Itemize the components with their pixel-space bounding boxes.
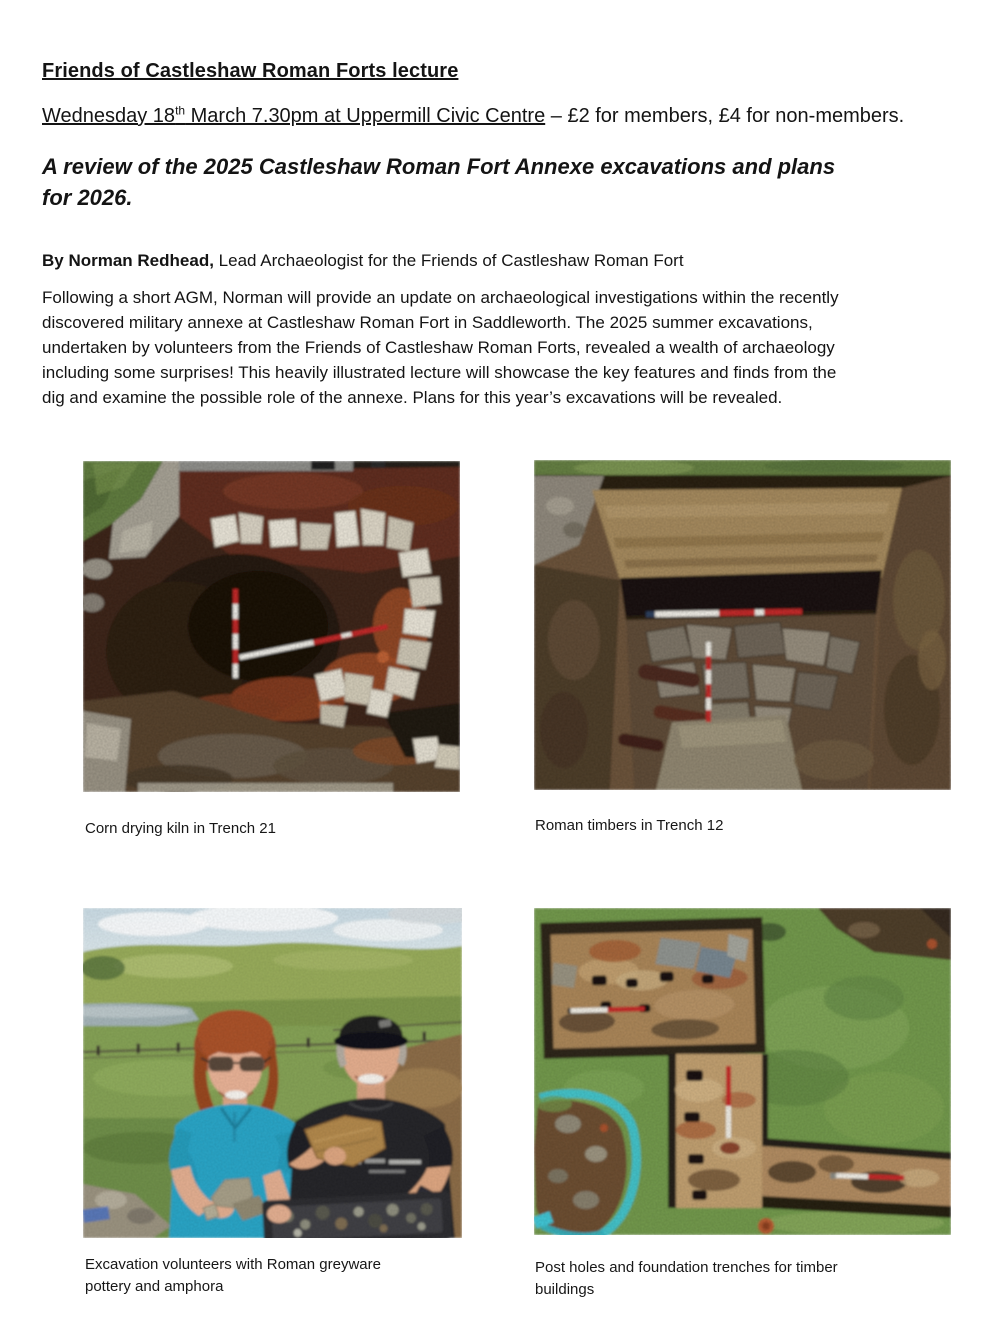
byline-role: Lead Archaeologist for the Friends of Castleshaw Roman Fort [213,251,684,270]
photo-post-holes-image [534,908,951,1235]
caption-corn-drying-kiln: Corn drying kiln in Trench 21 [85,820,276,837]
figure-post-holes-aerial [534,908,951,1301]
figure-corn-drying-kiln [83,461,460,840]
body-paragraph [42,285,982,410]
figure-volunteers [83,908,462,1298]
lecture-heading [42,151,962,213]
ordinal-superscript: th [175,103,186,118]
event-date-prefix: Wednesday 18 [42,105,176,127]
caption-roman-timbers: Roman timbers in Trench 12 [535,817,724,834]
photo-corn-drying-kiln-image [83,461,460,792]
event-price: – £2 for members, £4 for non-members. [545,105,905,127]
body-line: dig and examine the possible role of the annexe. Plans for this year’s excavations will be revealed. [42,388,783,407]
lecture-heading-line2: for 2026. [42,185,133,210]
event-dateline [42,105,904,128]
byline-author: By Norman Redhead, [42,251,214,270]
body-line: undertaken by volunteers from the Friends of Castleshaw Roman Forts, revealed a wealth of archaeology [42,338,835,357]
photo-volunteers-image [83,908,462,1238]
byline [42,251,684,271]
caption-post-holes: Post holes and foundation trenches for timber buildings [535,1259,838,1298]
event-datetime-venue [42,105,545,127]
event-date-suffix: March 7.30pm at Uppermill Civic Centre [185,105,546,127]
page-title: Friends of Castleshaw Roman Forts lecture [42,60,459,83]
photo-roman-timbers-image [534,460,951,790]
body-line: including some surprises! This heavily illustrated lecture will showcase the key features and finds from the [42,363,837,382]
figure-roman-timbers [534,460,951,837]
body-line: discovered military annexe at Castleshaw Roman Fort in Saddleworth. The 2025 summer excavations, [42,313,813,332]
caption-volunteers: Excavation volunteers with Roman greyware pottery and amphora [85,1256,381,1295]
body-line: Following a short AGM, Norman will provide an update on archaeological investigations within the recently [42,288,839,307]
lecture-heading-line1: A review of the 2025 Castleshaw Roman Fort Annexe excavations and plans [42,154,836,179]
